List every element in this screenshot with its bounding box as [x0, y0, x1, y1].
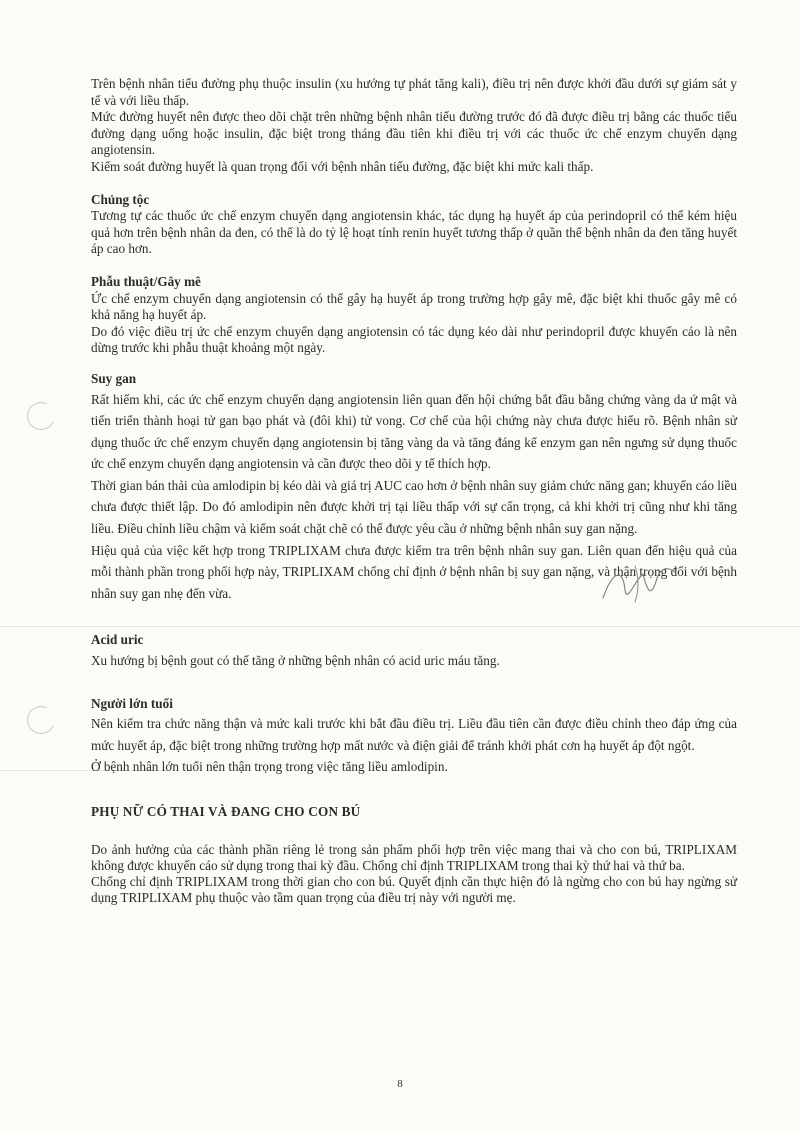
paragraph: Ức chế enzym chuyển dạng angiotensin có thể gây hạ huyết áp trong trường hợp gây mê, đặc biệt khi thuốc gây mê có khả năng hạ huyết áp.	[91, 290, 737, 323]
punch-hole-mark	[23, 398, 59, 434]
paragraph: Do đó việc điều trị ức chế enzym chuyển dạng angiotensin có tác dụng kéo dài như perindopril được khuyến cáo là nên dừng trước khi phẫu thuật khoảng một ngày.	[91, 323, 737, 356]
paragraph: Do ảnh hưởng của các thành phần riêng lẻ trong sản phẩm phối hợp trên việc mang thai và cho con bú, TRIPLIXAM không được khuyến cáo sử dụng trong thai kỳ đầu. Chống chỉ định TRIPLIXAM trong thai kỳ thứ hai và thứ ba.	[91, 841, 737, 873]
section-heading: Phẫu thuật/Gây mê	[91, 273, 201, 289]
paragraph: Ở bệnh nhân lớn tuổi nên thận trọng trong việc tăng liều amlodipin.	[91, 759, 448, 775]
paragraph: Tương tự các thuốc ức chế enzym chuyển dạng angiotensin khác, tác dụng hạ huyết áp của perindopril có thể kém hiệu quả hơn trên bệnh nhân da đen, có thể là do tỷ lệ hoạt tính renin huyết tương thấp ở quần thể bệnh nhân da đen tăng huyết áp cao hơn.	[91, 208, 737, 257]
section-heading: Suy gan	[91, 370, 137, 386]
paragraph: Chống chỉ định TRIPLIXAM trong thời gian cho con bú. Quyết định cần thực hiện đó là ngừng cho con bú hay ngừng sử dụng TRIPLIXAM phụ thuộc vào tầm quan trọng của điều trị này với người mẹ.	[91, 874, 737, 906]
section-elderly	[91, 696, 737, 778]
paragraph: Thời gian bán thải của amlodipin bị kéo dài và giá trị AUC cao hơn ở bệnh nhân suy giảm chức năng gan; khuyến cáo liều chưa được thiết lập. Do đó amlodipin nên được khởi trị tại liều thấp với sự cẩn trọng, cả khi khởi trị cũng như khi tăng liều. Điều chỉnh liều chậm và kiểm soát chặt chẽ có thể được yêu cầu ở những bệnh nhân suy gan nặng.	[91, 477, 737, 537]
handwritten-signature	[595, 560, 685, 610]
section-heading: Chủng tộc	[91, 191, 150, 207]
intro-section	[91, 76, 737, 176]
page-number: 8	[397, 1078, 403, 1090]
paragraph: Kiểm soát đường huyết là quan trọng đối với bệnh nhân tiểu đường, đặc biệt khi mức kali thấp.	[91, 158, 594, 174]
paragraph: Rất hiếm khi, các ức chế enzym chuyển dạng angiotensin liên quan đến hội chứng bắt đầu bằng chứng vàng da ứ mật và tiến triển thành hoại tử gan bạo phát và (đôi khi) tử vong. Cơ chế của hội chứng này chưa được hiểu rõ. Bệnh nhân sử dụng thuốc ức chế enzym chuyển dạng angiotensin bị tăng vàng da và tăng đáng kể enzym gan nên ngưng sử dụng thuốc ức chế enzym chuyển dạng angiotensin và cần được theo dõi y tế thích hợp.	[91, 391, 737, 472]
section-heading: Acid uric	[91, 632, 144, 648]
section-heading: Người lớn tuổi	[91, 695, 173, 711]
section-race	[91, 192, 737, 258]
paragraph: Mức đường huyết nên được theo dõi chặt trên những bệnh nhân tiểu đường trước đó đã được điều trị bằng các thuốc tiểu đường dạng uống hoặc insulin, đặc biệt trong tháng đầu tiên khi điều trị với các thuốc ức chế enzym chuyển dạng angiotensin.	[91, 109, 737, 158]
section-surgery	[91, 274, 737, 357]
punch-hole-mark	[23, 702, 59, 738]
paragraph: Hiệu quả của việc kết hợp trong TRIPLIXAM chưa được kiểm tra trên bệnh nhân suy gan. Liên quan đến hiệu quả của mỗi thành phần trong phối hợp này, TRIPLIXAM chống chỉ định ở bệnh nhân bị suy gan nặng, và thận trọng đối với bệnh nhân suy gan nhẹ đến vừa.	[91, 542, 737, 601]
paragraph: Trên bệnh nhân tiểu đường phụ thuộc insulin (xu hướng tự phát tăng kali), điều trị nên được khởi đầu dưới sự giám sát y tế và với liều thấp.	[91, 76, 737, 108]
page-content	[91, 76, 737, 906]
section-pregnancy	[91, 804, 737, 906]
section-uric-acid	[91, 632, 737, 671]
paragraph: Xu hướng bị bệnh gout có thể tăng ở những bệnh nhân có acid uric máu tăng.	[91, 653, 500, 669]
section-heading: PHỤ NỮ CÓ THAI VÀ ĐANG CHO CON BÚ	[91, 804, 361, 819]
paragraph: Nên kiểm tra chức năng thận và mức kali trước khi bắt đầu điều trị. Liều đầu tiên cần được điều chỉnh theo đáp ứng của mức huyết áp, đặc biệt trong những trường hợp mất nước và điện giải để tránh khởi phát cơn hạ huyết áp đột ngột.	[91, 716, 737, 753]
